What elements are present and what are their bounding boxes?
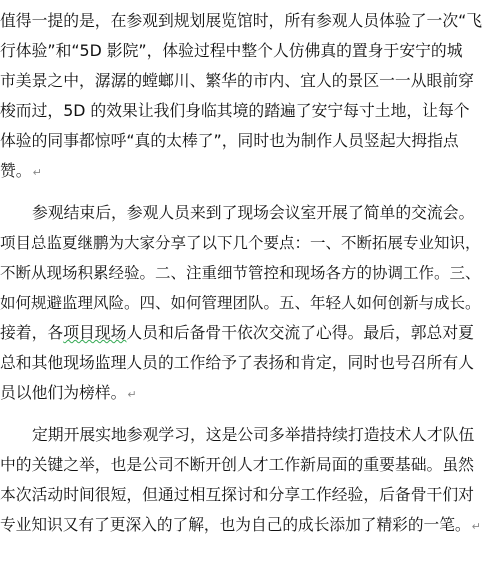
- paragraph-2-line-7-text: 员以他们为榜样。: [0, 383, 127, 402]
- paragraph-2-line-3: 不断从现场积累经验。二、注重细节管控和现场各方的协调工作。三、: [0, 264, 481, 282]
- paragraph-1-line-6-text: 赞。: [0, 161, 32, 180]
- paragraph-2-line-5-text: 接着，各项目现场人员和后备骨干依次交流了心得。最后，郭总对夏: [0, 323, 474, 342]
- paragraph-3-line-3: 本次活动时间很短，但通过相互探讨和分享工作经验，后备骨干们对: [0, 485, 474, 504]
- paragraph-1-line-4: 梭而过，5D 的效果让我们身临其境的踏遍了安宁每寸土地，让每个: [0, 101, 470, 120]
- paragraph-3-line-4-text: 专业知识又有了更深入的了解，也为自己的成长添加了精彩的一笔。: [0, 515, 471, 534]
- paragraph-mark-icon: ↵: [127, 388, 137, 401]
- paragraph-1-line-6: [0, 156, 487, 186]
- paragraph-1-line-2: 行体验”和“5D 影院”，体验过程中整个人仿佛真的置身于安宁的城: [0, 41, 463, 60]
- paragraph-3-line-4: [0, 510, 487, 540]
- paragraph-3-line-2: 中的关键之举，也是公司不断开创人才工作新局面的重要基础。虽然: [0, 455, 474, 474]
- paragraph-mark-icon: ↵: [32, 166, 42, 179]
- paragraph-1-line-1: 值得一提的是，在参观到规划展览馆时，所有参观人员体验了一次“飞: [0, 11, 483, 30]
- paragraph-mark-icon: ↵: [471, 520, 481, 533]
- paragraph-2-line-4: 如何规避监理风险。四、如何管理团队。五、年轻人如何创新与成长。: [0, 294, 481, 312]
- paragraph-2-line-6: 总和其他现场监理人员的工作给予了表扬和肯定，同时也号召所有人: [0, 353, 474, 372]
- paragraph-3-line-1: 定期开展实地参观学习，这是公司多举措持续打造技术人才队伍: [32, 425, 475, 444]
- paragraph-2-line-1: 参观结束后，参观人员来到了现场会议室开展了简单的交流会。: [32, 203, 475, 222]
- paragraph-2-line-7: [0, 378, 487, 408]
- paragraph-2-line-2: 项目总监夏继鹏为大家分享了以下几个要点：一、不断拓展专业知识，: [0, 234, 481, 252]
- spellcheck-underline: 项目现场: [63, 323, 127, 342]
- paragraph-1-line-5: 体验的同事都惊呼“真的太棒了”，同时也为制作人员竖起大拇指点: [0, 131, 459, 150]
- paragraph-2-line-5: [0, 318, 487, 348]
- paragraph-1-line-3: 市美景之中，潺潺的螳螂川、繁华的市内、宜人的景区一一从眼前穿: [0, 71, 474, 90]
